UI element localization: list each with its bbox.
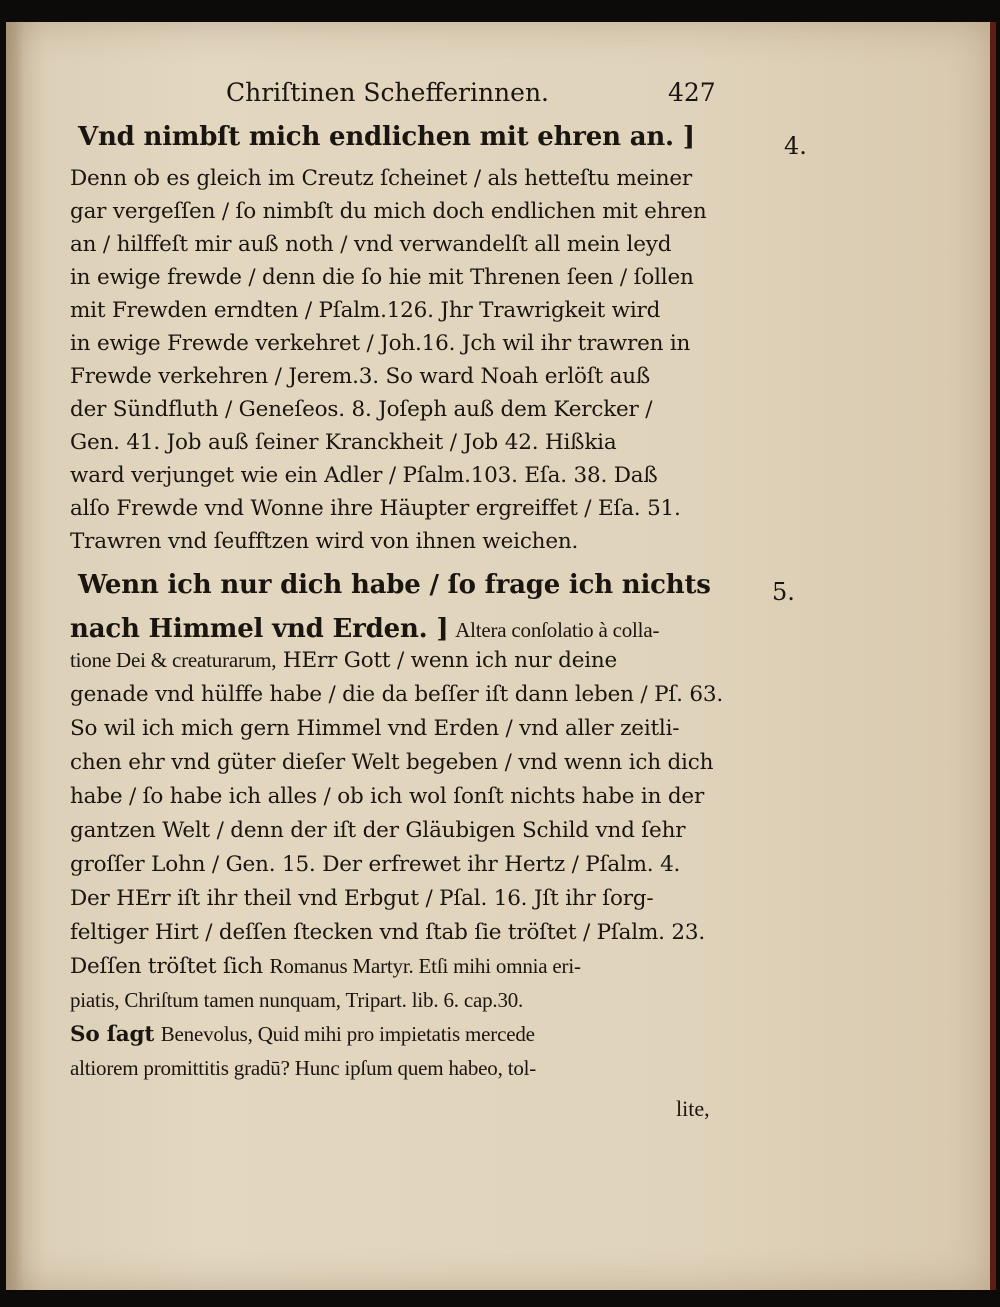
text-line [70,166,692,191]
text-line [70,529,578,554]
text-segment: tione Dei & creaturarum, [70,648,277,672]
text-segment: nach Himmel vnd Erden. ] [70,614,449,644]
text-segment: alſo Frewde vnd Wonne ihre Häupter ergreiffet / Eſa. 51. [70,496,681,521]
text-line [70,232,671,257]
text-segment: Frewde verkehren / Jerem.3. So ward Noah erlöſt auß [70,364,651,389]
text-line [70,199,707,224]
text-line [78,570,711,600]
text-segment: Wenn ich nur dich habe / ſo frage ich nichts [78,570,711,600]
text-segment: Der HErr iſt ihr theil vnd Erbgut / Pſal. 16. Jſt ihr ſorg- [70,886,654,911]
text-segment: So ſagt [70,1022,155,1047]
text-line [70,648,617,673]
text-segment: ward verjunget wie ein Adler / Pſalm.103. Eſa. 38. Daß [70,463,658,488]
text-segment: Romanus Martyr. Etſi mihi omnia eri- [269,954,581,978]
text-segment: an / hilffeſt mir auß noth / vnd verwandelſt all mein leyd [70,232,672,257]
text-segment: groſſer Lohn / Gen. 15. Der erfrewet ihr Hertz / Pſalm. 4. [70,852,681,877]
text-line [70,430,616,455]
text-segment: altiorem promittitis gradū? Hunc ipſum quem habeo, tol- [70,1056,537,1080]
text-line [70,784,704,809]
text-segment: gar vergeſſen / ſo nimbſt du mich doch endlichen mit ehren [70,199,707,224]
text-line [70,331,690,356]
text-segment: genade vnd hülffe habe / die da beſſer iſt dann leben / Pſ. 63. [70,682,723,707]
text-line [70,364,650,389]
text-line [70,614,659,644]
page-number: 427 [668,78,716,107]
page-gutter-shadow [6,22,24,1290]
text-segment: in ewige Frewde verkehret / Joh.16. Jch wil ihr trawren in [70,331,691,356]
text-line [70,265,694,290]
text-line [70,886,653,911]
text-line [70,1056,536,1081]
text-segment: Trawren vnd ſeufftzen wird von ihnen weichen. [70,529,579,554]
text-line [70,818,685,843]
text-line [70,750,713,775]
text-segment: Benevolus, Quid mihi pro impietatis mercede [160,1022,535,1046]
text-segment: HErr Gott / wenn ich nur deine [282,648,618,673]
text-line [78,122,695,152]
text-segment: chen ehr vnd güter dieſer Welt begeben / vnd wenn ich dich [70,750,714,775]
text-line [70,716,679,741]
text-line [70,988,523,1013]
text-segment: Vnd nimbſt mich endlichen mit ehren an. ] [78,122,695,152]
margin-note-number: 4. [784,132,807,160]
text-line [70,397,652,422]
text-line [70,682,723,707]
text-segment: gantzen Welt / denn der iſt der Gläubigen Schild vnd ſehr [70,818,686,843]
text-line [70,1022,535,1047]
text-segment: Denn ob es gleich im Creutz ſcheinet / als hetteſtu meiner [70,166,692,191]
text-segment: mit Frewden erndten / Pſalm.126. Jhr Trawrigkeit wird [70,298,661,323]
text-line [70,463,658,488]
text-segment: So wil ich mich gern Himmel vnd Erden / vnd aller zeitli- [70,716,680,741]
text-line [70,852,680,877]
running-head: Chriſtinen Schefferinnen. [226,78,549,107]
text-segment: Deſſen tröſtet ſich [70,954,263,979]
text-segment: in ewige frewde / denn die ſo hie mit Threnen ſeen / ſollen [70,265,694,290]
text-line [70,954,581,979]
text-segment: habe / ſo habe ich alles / ob ich wol ſonſt nichts habe in der [70,784,705,809]
text-line [70,920,705,945]
text-line [70,496,681,521]
text-segment: der Sündfluth / Geneſeos. 8. Joſeph auß dem Kercker / [70,397,653,422]
text-segment: Altera conſolatio à colla- [455,618,660,642]
text-segment: feltiger Hirt / deſſen ſtecken vnd ſtab ſie tröſtet / Pſalm. 23. [70,920,706,945]
text-segment: Gen. 41. Job auß ſeiner Kranckheit / Job 42. Hißkia [70,430,617,455]
catchword: lite, [676,1096,710,1121]
text-segment: piatis, Chriſtum tamen nunquam, Tripart. lib. 6. cap.30. [70,988,524,1012]
text-line [70,298,660,323]
margin-note-number: 5. [772,578,795,606]
